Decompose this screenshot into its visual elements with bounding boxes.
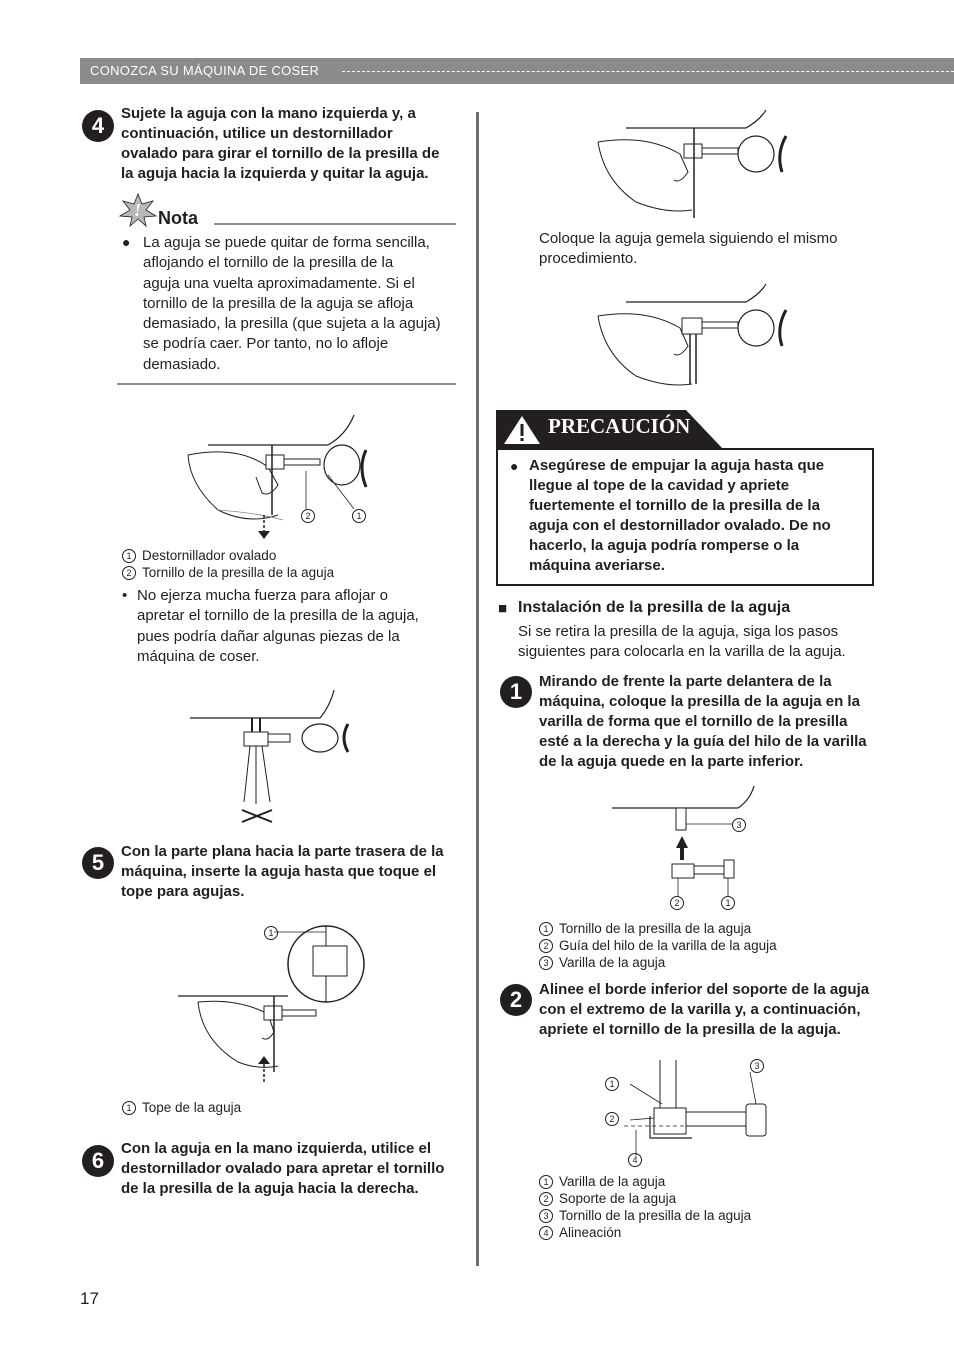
step-5-text <box>121 842 466 902</box>
fig7-callout-1: 1 <box>605 1077 619 1091</box>
section-intro-line: siguientes para colocarla en la varilla de la aguja. <box>518 643 846 660</box>
twin-needle-line: procedimiento. <box>539 250 638 268</box>
note-line: tornillo de la presilla de la aguja se afloja <box>143 294 414 312</box>
fig6-callout-2: 2 <box>670 896 684 910</box>
caption-number: 2 <box>539 1192 553 1206</box>
caution-line: fuertemente el tornillo de la presilla de la <box>529 497 820 514</box>
warning-line: No ejerza mucha fuerza para aflojar o <box>137 587 388 604</box>
step-6-line: destornillador ovalado para apretar el tornillo <box>121 1160 445 1177</box>
warning-bullet: • <box>122 587 128 604</box>
fig1-callout-2: 2 <box>301 509 315 523</box>
fig1-callout-1: 1 <box>352 509 366 523</box>
clamp-install-illustration <box>612 786 762 886</box>
fig6-callout-1: 1 <box>721 896 735 910</box>
fig7-callout-3: 3 <box>750 1059 764 1073</box>
step-1-text <box>539 672 875 772</box>
warning-line: pues podría dañar algunas piezas de la <box>137 627 400 645</box>
step-6-line: de la presilla de la aguja hacia la derecha. <box>121 1180 419 1197</box>
twin-needle-text <box>539 229 869 270</box>
caption-text: Guía del hilo de la varilla de la aguja <box>559 938 777 953</box>
caption-text: Destornillador ovalado <box>142 548 277 563</box>
needle-insert-illustration <box>178 922 378 1090</box>
step-4-line: ovalado para girar el tornillo de la presilla de <box>121 145 440 162</box>
note-text <box>143 233 463 375</box>
caption-number: 1 <box>122 1101 136 1115</box>
svg-text:!: ! <box>134 200 142 220</box>
step-1-line: máquina, coloque la presilla de la aguja en la <box>539 693 860 710</box>
fig3-caption <box>122 1099 241 1116</box>
fig7-captions <box>539 1173 751 1241</box>
caption-number: 1 <box>539 922 553 936</box>
step-2-number: 2 <box>500 984 532 1016</box>
note-line: La aguja se puede quitar de forma sencilla, <box>143 234 430 251</box>
note-line: se podría caer. Por tanto, no lo afloje <box>143 335 389 353</box>
fig7-callout-4: 4 <box>628 1153 642 1167</box>
caption-number: 2 <box>122 566 136 580</box>
note-bullet-icon: ● <box>122 234 131 250</box>
section-marker-icon: ■ <box>498 600 508 617</box>
step-5-line: máquina, inserte la aguja hasta que toque el <box>121 863 437 880</box>
warning-line: apretar el tornillo de la presilla de la aguja, <box>137 607 419 625</box>
step-6-text <box>121 1139 466 1199</box>
step-4-line: Sujete la aguja con la mano izquierda y, a <box>121 105 416 122</box>
caution-line: llegue al tope de la cavidad y apriete <box>529 477 790 494</box>
note-line: demasiado. <box>143 355 221 373</box>
fig3-callout-1: 1 <box>264 926 278 940</box>
caption-text: Tope de la aguja <box>142 1100 242 1115</box>
step-1-line: de la aguja quede en la parte inferior. <box>539 753 804 770</box>
step-5-line: Con la parte plana hacia la parte trasera de la <box>121 843 444 860</box>
column-divider <box>476 112 479 1266</box>
needle-removal-illustration <box>178 415 378 545</box>
section-title: Instalación de la presilla de la aguja <box>518 599 791 616</box>
caption-number: 1 <box>539 1175 553 1189</box>
header-title: CONOZCA SU MÁQUINA DE COSER <box>90 63 320 78</box>
step-1-number: 1 <box>500 676 532 708</box>
needle-tighten-illustration <box>596 110 796 222</box>
caution-line: hacerlo, la aguja podría romperse o la <box>529 537 800 554</box>
caption-number: 1 <box>122 549 136 563</box>
page-header <box>80 58 954 84</box>
warning-text <box>137 586 462 667</box>
caption-text: Varilla de la aguja <box>559 1174 666 1189</box>
step-4-text <box>121 104 466 184</box>
fig6-callout-3: 3 <box>732 818 746 832</box>
caption-text: Soporte de la aguja <box>559 1191 677 1206</box>
caution-text <box>529 456 865 576</box>
fig1-captions <box>122 547 334 581</box>
note-line: aguja una vuelta aproximadamente. Si el <box>143 274 415 292</box>
twin-needle-line: Coloque la aguja gemela siguiendo el mismo <box>539 230 838 247</box>
caption-number: 4 <box>539 1226 553 1240</box>
header-rule <box>342 71 954 72</box>
warning-line: máquina de coser. <box>137 647 260 665</box>
note-end-rule <box>117 383 456 385</box>
fig6-captions <box>539 920 777 971</box>
caution-line: aguja con el destornillador ovalado. De no <box>529 517 831 534</box>
note-line: aflojando el tornillo de la presilla de la <box>143 254 394 272</box>
step-1-line: varilla de forma que el tornillo de la presilla <box>539 713 848 730</box>
fig7-callout-2: 2 <box>605 1112 619 1126</box>
caption-text: Tornillo de la presilla de la aguja <box>559 921 752 936</box>
note-title: Nota <box>158 208 198 228</box>
caption-number: 3 <box>539 956 553 970</box>
clamp-align-illustration <box>620 1060 780 1160</box>
section-intro <box>518 622 878 662</box>
step-1-line: esté a la derecha y la guía del hilo de la varilla <box>539 733 867 750</box>
step-5-number: 5 <box>82 847 114 879</box>
caption-text: Alineación <box>559 1225 622 1240</box>
step-5-line: tope para agujas. <box>121 883 245 900</box>
step-4-number: 4 <box>82 110 114 142</box>
step-4-line: continuación, utilice un destornillador <box>121 125 393 142</box>
caption-text: Tornillo de la presilla de la aguja <box>559 1208 752 1223</box>
twin-needle-tighten-illustration <box>596 284 796 396</box>
caution-title: PRECAUCIÓN <box>548 414 691 438</box>
twin-needle-removal-illustration <box>190 690 370 826</box>
caution-line: Asegúrese de empujar la aguja hasta que <box>529 457 825 474</box>
caption-text: Tornillo de la presilla de la aguja <box>142 565 335 580</box>
section-intro-line: Si se retira la presilla de la aguja, siga los pasos <box>518 623 839 640</box>
note-rule <box>214 223 456 225</box>
step-2-line: apriete el tornillo de la presilla de la aguja. <box>539 1021 841 1038</box>
caption-number: 3 <box>539 1209 553 1223</box>
step-6-number: 6 <box>82 1145 114 1177</box>
caution-bullet-icon: ● <box>510 458 519 474</box>
note-line: demasiado, la presilla (que sujeta a la aguja) <box>143 315 441 333</box>
step-2-line: Alinee el borde inferior del soporte de la aguja <box>539 981 870 998</box>
step-2-text <box>539 980 875 1040</box>
caption-number: 2 <box>539 939 553 953</box>
caption-text: Varilla de la aguja <box>559 955 666 970</box>
caution-line: máquina averiarse. <box>529 557 665 574</box>
step-4-line: la aguja hacia la izquierda y quitar la aguja. <box>121 165 429 182</box>
step-2-line: con el extremo de la varilla y, a continuación, <box>539 1001 861 1018</box>
step-1-line: Mirando de frente la parte delantera de la <box>539 673 832 690</box>
note-icon <box>118 192 158 226</box>
page-number: 17 <box>80 1289 99 1308</box>
step-6-line: Con la aguja en la mano izquierda, utilice el <box>121 1140 432 1157</box>
